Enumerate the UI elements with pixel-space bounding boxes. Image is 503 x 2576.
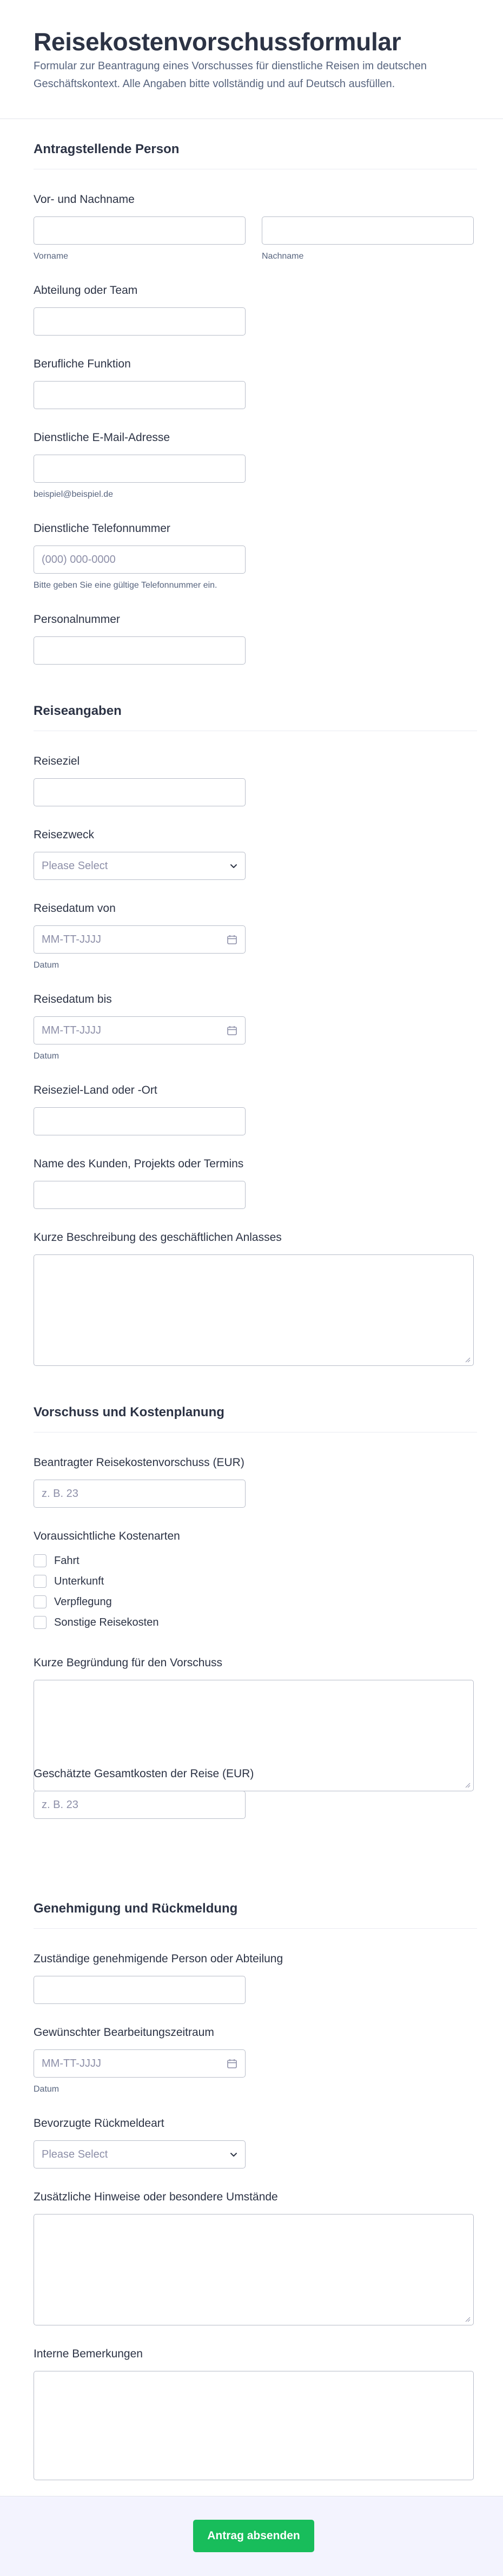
last-name-sublabel: Nachname (262, 252, 304, 261)
name-label: Vor- und Nachname (34, 193, 135, 206)
calendar-icon[interactable] (227, 934, 237, 945)
chevron-down-icon (229, 861, 239, 871)
occasion-label: Kurze Beschreibung des geschäftlichen Anlasses (34, 1231, 282, 1244)
resize-grip-icon[interactable] (464, 1356, 471, 1363)
total-input[interactable] (34, 1791, 246, 1819)
checkbox-option[interactable] (34, 1574, 104, 1588)
email-label: Dienstliche E-Mail-Adresse (34, 431, 170, 444)
timeframe-placeholder: MM-TT-JJJJ (42, 2058, 101, 2069)
client-label: Name des Kunden, Projekts oder Termins (34, 1158, 244, 1170)
resize-grip-icon[interactable] (464, 1782, 471, 1788)
occasion-textarea[interactable] (34, 1254, 474, 1366)
justification-label: Kurze Begründung für den Vorschuss (34, 1657, 223, 1669)
cost-types-label: Voraussichtliche Kostenarten (34, 1530, 180, 1542)
timeframe-label: Gewünschter Bearbeitungszeitraum (34, 2026, 214, 2039)
date-from-label: Reisedatum von (34, 902, 116, 915)
checkbox-option[interactable] (34, 1615, 158, 1629)
section-divider (34, 1928, 477, 1929)
checkbox-label: Verpflegung (54, 1595, 112, 1608)
checkbox-label: Unterkunft (54, 1575, 104, 1587)
email-sublabel: beispiel@beispiel.de (34, 490, 113, 499)
position-label: Berufliche Funktion (34, 358, 131, 370)
date-to-sublabel: Datum (34, 1052, 59, 1061)
feedback-select[interactable] (34, 2140, 246, 2168)
section-heading-applicant: Antragstellende Person (34, 142, 180, 156)
checkbox-label: Fahrt (54, 1554, 80, 1567)
position-input[interactable] (34, 381, 246, 409)
last-name-input[interactable] (262, 216, 474, 245)
checkbox[interactable] (34, 1595, 47, 1608)
chevron-down-icon (229, 2150, 239, 2159)
section-heading-travel: Reiseangaben (34, 704, 122, 718)
timeframe-input[interactable] (34, 2049, 246, 2078)
calendar-icon[interactable] (227, 2058, 237, 2069)
phone-label: Dienstliche Telefonnummer (34, 522, 170, 535)
internal-label: Interne Bemerkungen (34, 2348, 143, 2360)
destination-input[interactable] (34, 778, 246, 806)
date-to-placeholder: MM-TT-JJJJ (42, 1024, 101, 1036)
checkbox-option[interactable] (34, 1595, 112, 1609)
date-from-placeholder: MM-TT-JJJJ (42, 934, 101, 945)
email-input[interactable] (34, 455, 246, 483)
country-label: Reiseziel-Land oder -Ort (34, 1084, 157, 1096)
first-name-sublabel: Vorname (34, 252, 69, 261)
total-label: Geschätzte Gesamtkosten der Reise (EUR) (34, 1767, 254, 1780)
personnel-input[interactable] (34, 636, 246, 665)
country-input[interactable] (34, 1107, 246, 1135)
approver-input[interactable] (34, 1976, 246, 2004)
amount-label: Beantragter Reisekostenvorschuss (EUR) (34, 1456, 244, 1469)
purpose-select[interactable] (34, 852, 246, 880)
department-input[interactable] (34, 307, 246, 336)
first-name-input[interactable] (34, 216, 246, 245)
section-heading-advance: Vorschuss und Kostenplanung (34, 1405, 224, 1420)
checkbox[interactable] (34, 1575, 47, 1588)
timeframe-sublabel: Datum (34, 2085, 59, 2094)
client-input[interactable] (34, 1181, 246, 1209)
date-from-input[interactable] (34, 925, 246, 954)
purpose-label: Reisezweck (34, 829, 95, 841)
form-footer (0, 2496, 503, 2576)
purpose-select-value: Please Select (42, 860, 108, 872)
notes-label: Zusätzliche Hinweise oder besondere Umstände (34, 2191, 278, 2203)
calendar-icon[interactable] (227, 1025, 237, 1036)
date-to-input[interactable] (34, 1016, 246, 1044)
department-label: Abteilung oder Team (34, 284, 138, 297)
submit-button[interactable]: Antrag absenden (193, 2520, 314, 2552)
feedback-select-value: Please Select (42, 2148, 108, 2160)
personnel-label: Personalnummer (34, 613, 120, 626)
form-title: Reisekostenvorschussformular (34, 28, 401, 56)
checkbox-label: Sonstige Reisekosten (54, 1616, 159, 1628)
feedback-label: Bevorzugte Rückmeldeart (34, 2117, 164, 2130)
date-from-sublabel: Datum (34, 961, 59, 970)
date-to-label: Reisedatum bis (34, 993, 112, 1006)
amount-input[interactable] (34, 1480, 246, 1508)
destination-label: Reiseziel (34, 755, 80, 767)
checkbox[interactable] (34, 1554, 47, 1567)
form-header (0, 0, 503, 119)
resize-grip-icon[interactable] (464, 2316, 471, 2322)
form-subtitle: Formular zur Beantragung eines Vorschusses für dienstliche Reisen im deutschen Geschäftskontext. Alle Angaben bitte vollständig und auf Deutsch ausfüllen. (34, 60, 427, 90)
internal-textarea[interactable] (34, 2371, 474, 2480)
checkbox-option[interactable] (34, 1554, 80, 1568)
phone-input[interactable] (34, 546, 246, 574)
notes-textarea[interactable] (34, 2214, 474, 2325)
checkbox[interactable] (34, 1616, 47, 1629)
section-heading-approval: Genehmigung und Rückmeldung (34, 1901, 238, 1916)
approver-label: Zuständige genehmigende Person oder Abteilung (34, 1953, 283, 1965)
phone-sublabel: Bitte geben Sie eine gültige Telefonnummer ein. (34, 581, 217, 590)
